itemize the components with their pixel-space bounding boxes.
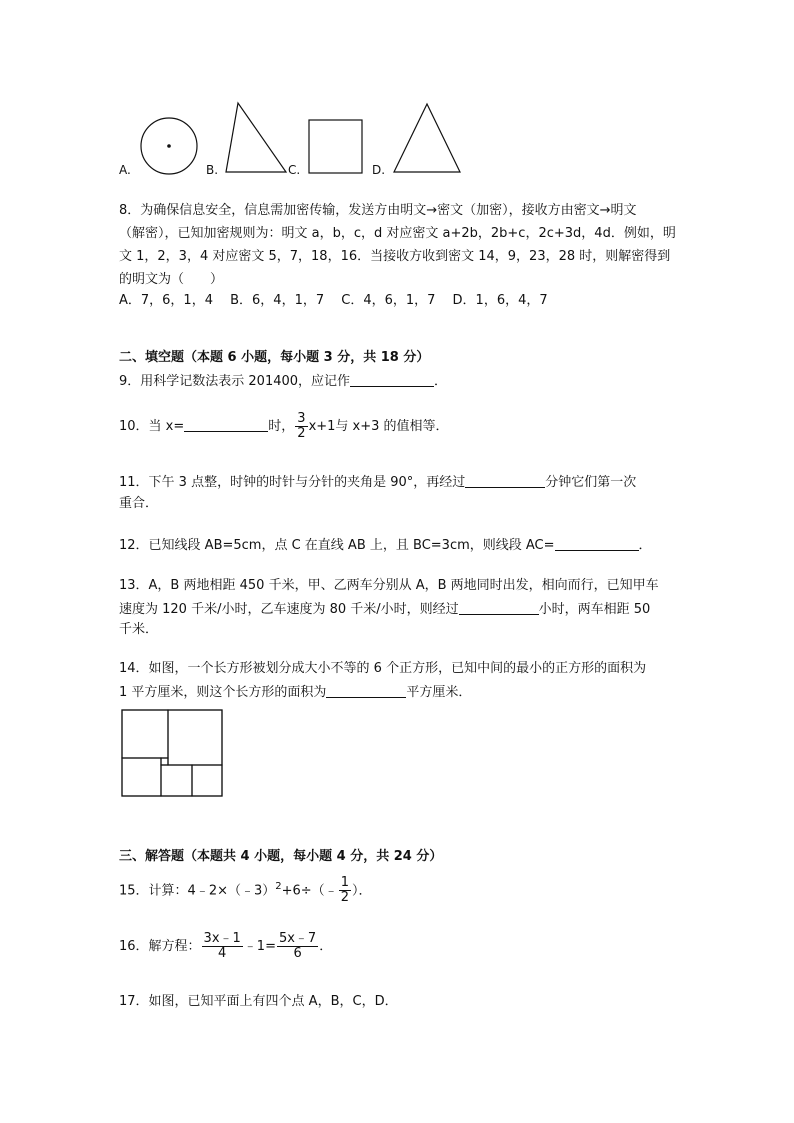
q15-text-mid: +6÷（﹣ <box>281 883 338 899</box>
q10-text-end: x+1与 x+3 的值相等． <box>308 419 449 434</box>
q7-option-a-label: A. <box>119 163 131 177</box>
q13-answer-blank[interactable] <box>459 601 539 615</box>
square-figure <box>309 120 362 173</box>
q9-text: 9．用科学记数法表示 201400，应记作 <box>119 374 351 389</box>
q15 <box>119 872 371 906</box>
q8-options: A．7，6，1，4 B．6，4，1，7 C．4，6，1，7 D．1，6，4，7 <box>119 293 548 308</box>
q14-line1: 14．如图，一个长方形被划分成大小不等的 6 个正方形，已知中间的最小的正方形的面积为 <box>119 661 647 676</box>
q12 <box>119 537 652 554</box>
q10-text: 10．当 x= <box>119 419 185 434</box>
q12-text: 12．已知线段 AB=5cm，点 C 在直线 AB 上，且 BC=3cm，则线段 AC= <box>119 538 555 553</box>
q12-text-end: ． <box>638 538 652 553</box>
q9 <box>119 373 447 390</box>
q14-text: 1 平方厘米，则这个长方形的面积为 <box>119 685 327 700</box>
q17: 17．如图，已知平面上有四个点 A，B，C，D． <box>119 994 398 1009</box>
q8-line1: 8．为确保信息安全，信息需加密传输，发送方由明文→密文（加密），接收方由密文→明文 <box>119 203 637 218</box>
q16-fraction-left <box>202 932 243 961</box>
q15-frac-numerator: 1 <box>340 875 349 891</box>
q8-line2: （解密），已知加密规则为：明文 a，b，c，d 对应密文 a+2b，2b+c，2c+3d，4d．例如，明 <box>119 226 676 241</box>
q11-text: 11．下午 3 点整，时钟的时针与分针的夹角是 90°，再经过 <box>119 475 466 490</box>
square-top-left <box>122 710 168 758</box>
q16-frac1-numerator: 3x﹣1 <box>203 931 241 946</box>
q16-fraction-right <box>277 932 318 961</box>
q14-line2 <box>119 684 471 701</box>
q11-line2: 重合． <box>119 496 159 511</box>
equilateral-triangle-figure <box>394 104 460 172</box>
q15-text: 15．计算：4﹣2×（﹣3） <box>119 883 276 899</box>
q15-fraction <box>339 876 351 905</box>
q10-text-mid: 时， <box>268 419 295 434</box>
q13-text-end: 小时，两车相距 50 <box>538 602 651 617</box>
section3-heading: 三、解答题（本题共 4 小题，每小题 4 分，共 24 分） <box>119 849 443 864</box>
circle-center-dot <box>167 144 171 148</box>
outer-rectangle <box>122 710 222 796</box>
q9-text-end: ． <box>434 374 448 389</box>
right-triangle-figure <box>226 103 286 172</box>
q16-text-end: ． <box>319 939 333 954</box>
q14-text-end: 平方厘米． <box>406 685 472 700</box>
q10-answer-blank[interactable] <box>184 418 268 432</box>
square-top-right <box>168 710 222 765</box>
q10 <box>119 412 449 442</box>
q14-rectangle-figure <box>118 706 228 800</box>
square-bottom-left <box>122 758 161 796</box>
square-bottom-middle <box>161 765 192 796</box>
q16-frac2-numerator: 5x﹣7 <box>278 931 317 946</box>
q10-fraction <box>295 412 307 441</box>
q12-answer-blank[interactable] <box>555 537 639 551</box>
square-smallest-middle <box>161 758 168 765</box>
q16-text: 16．解方程： <box>119 939 201 954</box>
q16-text-mid: ﹣1= <box>243 939 276 954</box>
q8-line4: 的明文为（ ） <box>119 272 224 287</box>
q7-option-figures <box>0 0 794 190</box>
q11-answer-blank[interactable] <box>465 474 545 488</box>
q11-line1 <box>119 474 636 491</box>
square-bottom-right <box>192 765 222 796</box>
q16-frac2-denominator: 6 <box>277 946 318 961</box>
section2-heading: 二、填空题（本题 6 小题，每小题 3 分，共 18 分） <box>119 350 430 365</box>
q13-line1: 13．A，B 两地相距 450 千米，甲、乙两车分别从 A，B 两地同时出发，相向而行，已知甲车 <box>119 578 659 593</box>
q10-frac-denominator: 2 <box>297 426 306 441</box>
q14-answer-blank[interactable] <box>326 684 406 698</box>
q7-option-d-label: D. <box>372 163 386 177</box>
q15-exponent: 2 <box>275 881 282 892</box>
q15-frac-denominator: 2 <box>340 890 349 906</box>
q9-answer-blank[interactable] <box>350 373 434 387</box>
q13-text: 速度为 120 千米/小时，乙车速度为 80 千米/小时，则经过 <box>119 602 459 617</box>
q11-text-end: 分钟它们第一次 <box>545 475 637 490</box>
q16-frac1-denominator: 4 <box>202 946 243 961</box>
q15-text-end: ）． <box>351 883 372 899</box>
q16 <box>119 932 332 962</box>
q10-frac-numerator: 3 <box>297 411 306 426</box>
q8-line3: 文 1，2，3，4 对应密文 5，7，18，16．当接收方收到密文 14，9，23，28 时，则解密得到 <box>119 249 671 264</box>
q13-line2 <box>119 601 650 618</box>
q7-option-b-label: B. <box>206 163 219 177</box>
q7-option-c-label: C. <box>288 163 301 177</box>
q13-line3: 千米． <box>119 622 159 637</box>
